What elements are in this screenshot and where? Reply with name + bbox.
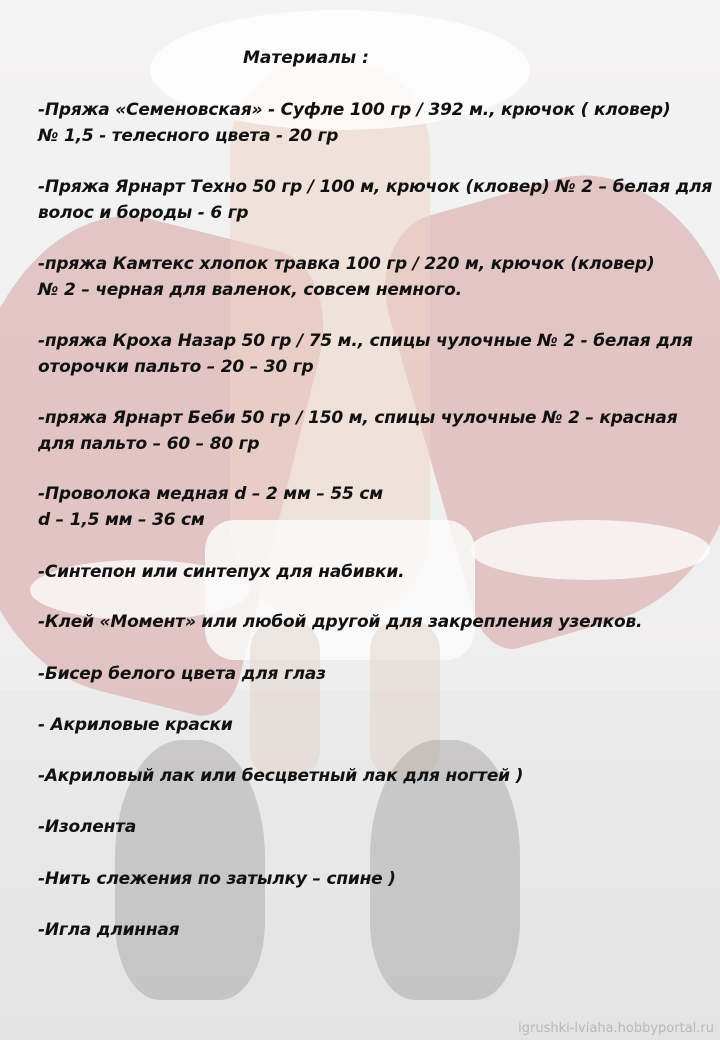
list-item: -Пряжа Ярнарт Техно 50 гр / 100 м, крючок (кловер) № 2 – белая для волос и бороды - 6 гр (38, 177, 713, 223)
list-item: -пряжа Ярнарт Беби 50 гр / 150 м, спицы чулочные № 2 – красная для пальто – 60 – 80 гр (38, 408, 678, 454)
list-item: -пряжа Камтекс хлопок травка 100 гр / 220 м, крючок (кловер) № 2 – черная для валенок, совсем немного. (38, 254, 655, 300)
list-item: - Акриловые краски (38, 715, 233, 735)
list-item: -Проволока медная d – 2 мм – 55 см d – 1,5 мм – 36 см (38, 484, 383, 530)
list-item: -Акриловый лак или бесцветный лак для ногтей ) (38, 766, 524, 786)
watermark: igrushki-lviaha.hobbyportal.ru (518, 1021, 714, 1036)
list-item: -Пряжа «Семеновская» - Суфле 100 гр / 392 м., крючок ( кловер) № 1,5 - телесного цвета - 20 гр (38, 100, 671, 146)
list-item: -Игла длинная (38, 920, 180, 940)
list-item: -Клей «Момент» или любой другой для закрепления узелков. (38, 612, 643, 632)
list-item: -Синтепон или синтепух для набивки. (38, 562, 405, 582)
list-item: -Бисер белого цвета для глаз (38, 664, 326, 684)
list-item: -Изолента (38, 817, 137, 837)
page-title: Материалы : (243, 48, 369, 68)
list-item: -пряжа Кроха Назар 50 гр / 75 м., спицы чулочные № 2 - белая для оторочки пальто – 20 – 30 гр (38, 331, 693, 377)
list-item: -Нить слежения по затылку – спине ) (38, 869, 396, 889)
